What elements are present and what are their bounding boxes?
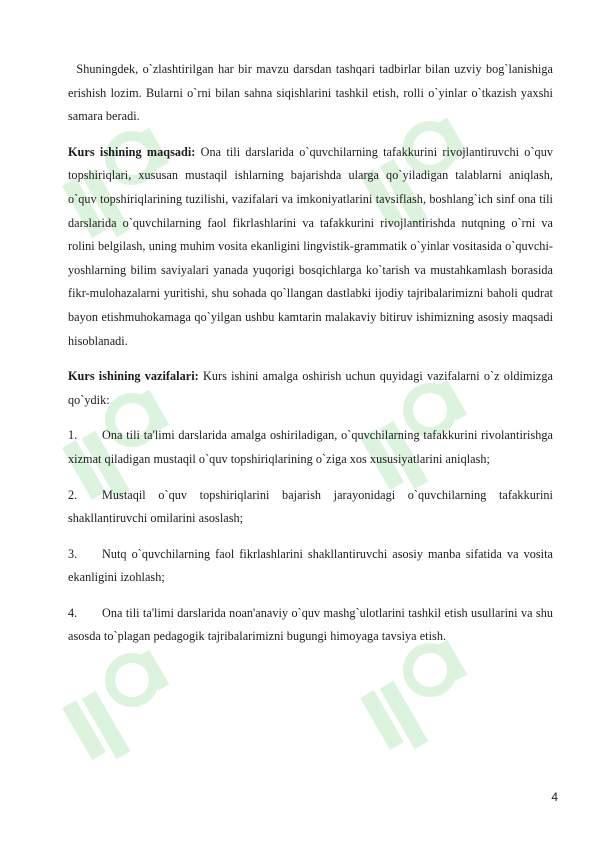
list-item-text: Nutq o`quvchilarning faol fikrlashlarini shakllantiruvchi asosiy manba sifatida va vosita ekanligini izohlash; [68, 546, 553, 585]
list-item-number: 4. [68, 605, 78, 620]
list-item-number: 3. [68, 546, 78, 561]
list-item-text: Ona tili ta'limi darslarida noan'anaviy o`quv mashg`ulotlarini tashkil etish usullarini va shu asosda to`plagan pedagogik tajribalarimizni bugungi himoyaga tavsiya etish. [68, 605, 553, 644]
goal-text: Ona tili darslarida o`quvchilarning tafakkurini rivojlantiruvchi o`quv topshiriqlari, xususan mustaqil ishlarning bajarishda ularga qo`yiladigan talablarni aniqlash, o`quv topshiriqlarining tuzilishi, vazifalari va imkoniyatlarini tavsiflash, boshlang`ich sinf ona tili darslarida o`quvchilarning faol fikrlashlarini va tafakkurini rivojlantirishda nutqning o`rni va rolini belgilash, uning muhim vosita ekanligini lingvistik-grammatik o`yinlar vositasida o`quvchi-yoshlarning bilim saviyalari yanada yuqorigi bosqichlarga ko`tarish va mustahkamlash borasida fikr-mulohazalarni yuritishi, shu sohada qo`llangan dastlabki ijodiy tajribalarimizni baholi qudrat bayon etishmuhokamaga qo`yilgan ushbu kamtarin malakaviy bitiruv ishimizning asosiy maqsadi hisoblanadi. [68, 144, 553, 348]
watermark-logo [62, 640, 182, 790]
list-item-number: 2. [68, 487, 78, 502]
goal-heading: Kurs ishining maqsadi: [68, 144, 196, 159]
list-item-text: Ona tili ta'limi darslarida amalga oshiriladigan, o`quvchilarning tafakkurini rivolantirishga xizmat qiladigan mustaqil o`quv topshiriqlarining o`ziga xos xususiyatlarini aniqlash; [68, 428, 553, 466]
watermark-logo [360, 630, 480, 780]
list-item [68, 543, 553, 590]
intro-paragraph [68, 58, 553, 129]
tasks-intro-text: Kurs ishini amalga oshirish uchun quyidagi vazifalarni o`z oldimizga qo`ydik: [68, 369, 553, 407]
list-item [68, 424, 553, 471]
document-body [68, 58, 553, 649]
list-item-text: Mustaqil o`quv topshiriqlarini bajarish jarayonidagi o`quvchilarning tafakkurini shakllantiruvchi omilarini asoslash; [68, 487, 553, 526]
tasks-paragraph [68, 365, 553, 412]
list-item [68, 484, 553, 531]
intro-text: Shuningdek, o`zlashtirilgan har bir mavzu darsdan tashqari tadbirlar bilan uzviy bog`lanishiga erishish lozim. Bularni o`rni bilan sahna siqishlarini tashkil etish, rolli o`yinlar o`tkazish yaxshi samara beradi. [68, 62, 553, 124]
list-item-number: 1. [68, 428, 78, 443]
goal-paragraph [68, 141, 553, 353]
page-number: 4 [551, 790, 558, 804]
tasks-heading: Kurs ishining vazifalari: [68, 369, 199, 384]
list-item [68, 602, 553, 649]
